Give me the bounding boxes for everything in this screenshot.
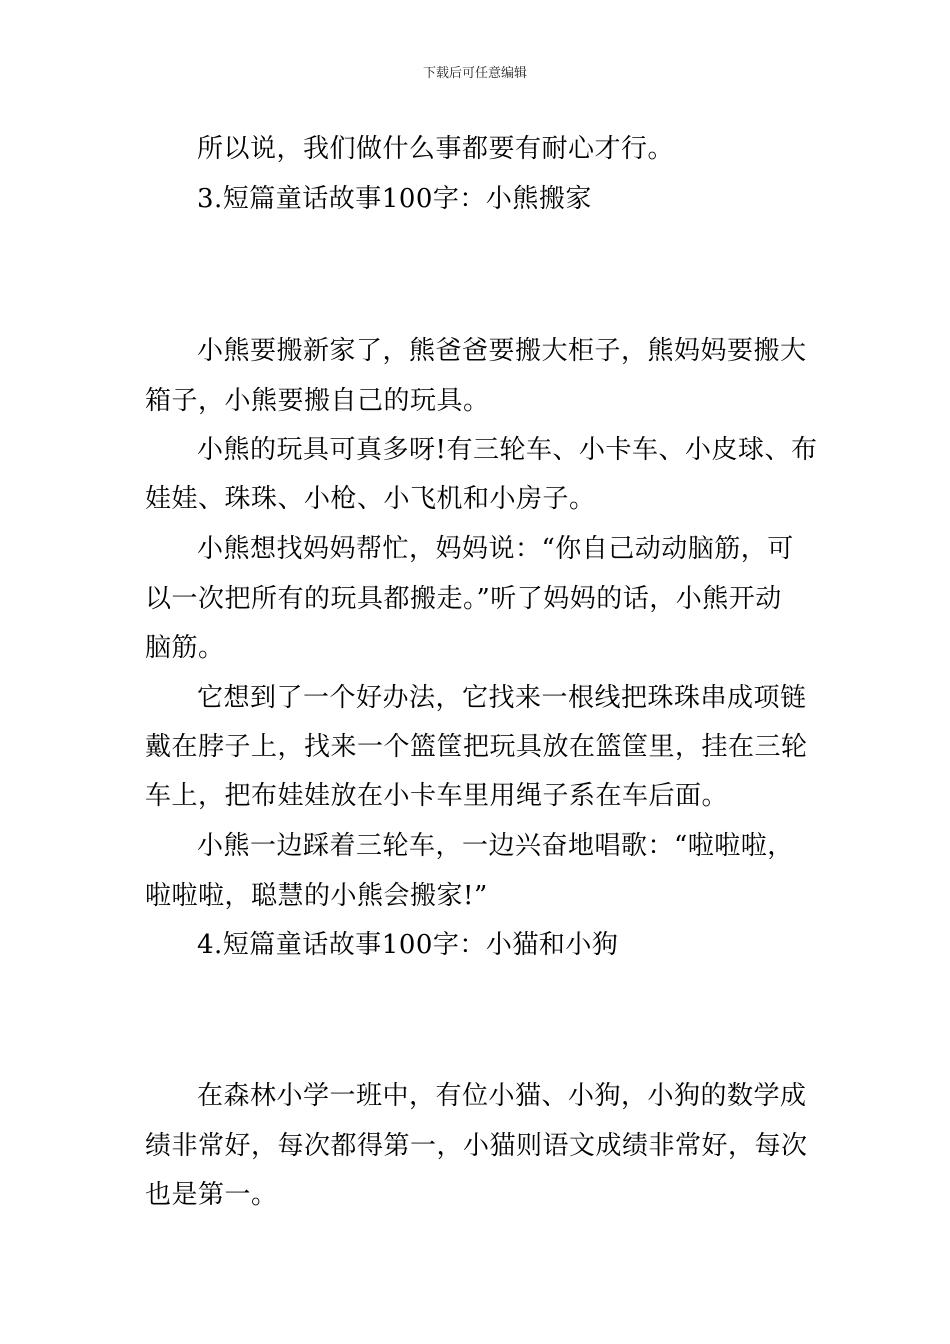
page-header-note: 下载后可任意编辑	[422, 66, 527, 81]
paragraph-line: 小熊要搬新家了，熊爸爸要搬大柜子，熊妈妈要搬大	[197, 336, 807, 366]
paragraph-line: 在森林小学一班中，有位小猫、小狗，小狗的数学成	[197, 1081, 807, 1111]
section-heading: 4.短篇童话故事100字：小猫和小狗	[197, 930, 619, 960]
paragraph-line: 箱子，小熊要搬自己的玩具。	[145, 386, 490, 416]
paragraph-line: 小熊想找妈妈帮忙，妈妈说：“你自己动动脑筋，可	[197, 534, 794, 564]
paragraph-line: 戴在脖子上，找来一个篮筐把玩具放在篮筐里，挂在三轮	[145, 732, 808, 762]
paragraph-line: 它想到了一个好办法，它找来一根线把珠珠串成项链	[197, 683, 807, 713]
paragraph-line: 车上，把布娃娃放在小卡车里用绳子系在车后面。	[145, 781, 729, 811]
paragraph-line: 绩非常好，每次都得第一，小猫则语文成绩非常好，每次	[145, 1131, 808, 1161]
paragraph-line: 娃娃、珠珠、小枪、小飞机和小房子。	[145, 484, 596, 514]
paragraph-line: 啦啦啦，聪慧的小熊会搬家!”	[145, 881, 488, 911]
section-heading: 3.短篇童话故事100字：小熊搬家	[197, 184, 592, 214]
paragraph-line: 所以说，我们做什么事都要有耐心才行。	[197, 134, 675, 164]
paragraph-line: 脑筋。	[145, 633, 225, 663]
paragraph-line: 以一次把所有的玩具都搬走。”听了妈妈的话，小熊开动	[145, 584, 782, 614]
paragraph-line: 小熊一边踩着三轮车，一边兴奋地唱歌：“啦啦啦，	[197, 831, 794, 861]
paragraph-line: 也是第一。	[145, 1180, 278, 1210]
paragraph-line: 小熊的玩具可真多呀!有三轮车、小卡车、小皮球、布	[197, 435, 818, 465]
